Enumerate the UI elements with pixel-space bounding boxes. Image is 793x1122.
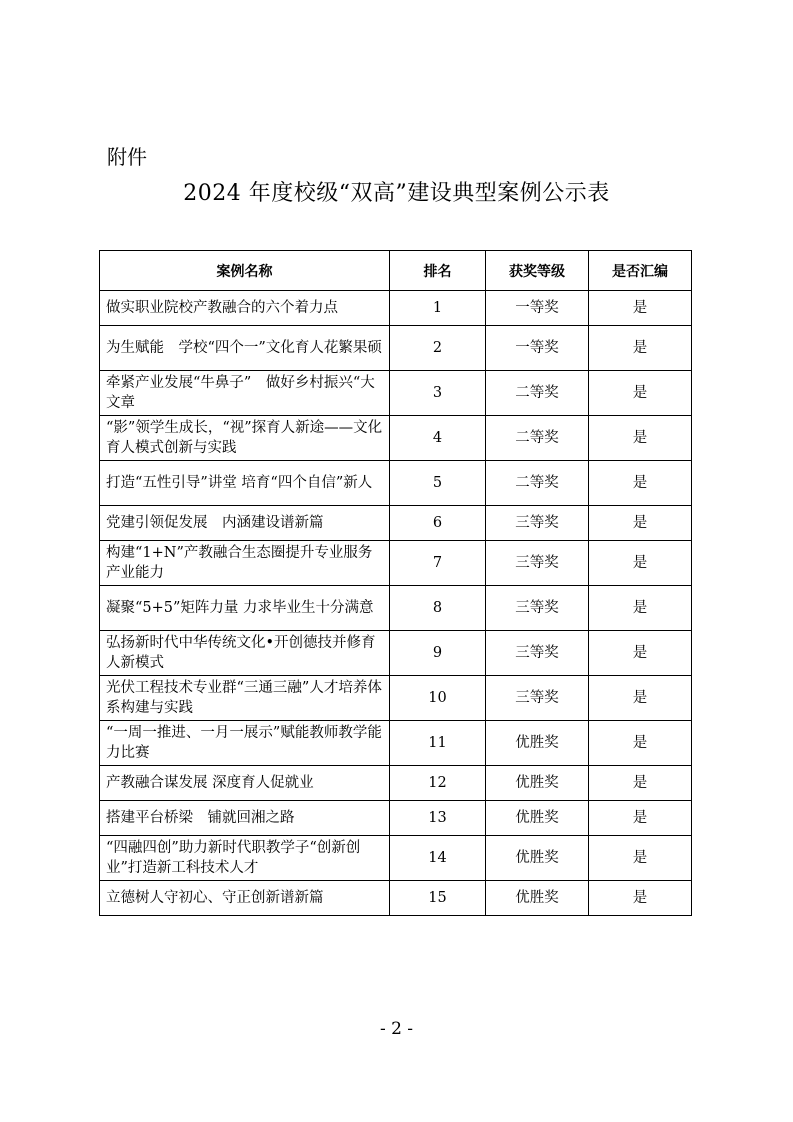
- compiled-cell: 是: [589, 586, 692, 631]
- case-name-cell: 凝聚“5+5”矩阵力量 力求毕业生十分满意: [100, 586, 390, 631]
- table-row: [100, 881, 692, 916]
- header-compiled: 是否汇编: [589, 251, 692, 291]
- rank-cell: 9: [390, 631, 486, 676]
- table-row: [100, 371, 692, 416]
- award-cell: 优胜奖: [486, 766, 589, 801]
- case-name-cell: 牵紧产业发展“牛鼻子” 做好乡村振兴“大文章: [100, 371, 390, 416]
- case-name-cell: 立德树人守初心、守正创新谱新篇: [100, 881, 390, 916]
- attachment-label: 附件: [107, 145, 147, 169]
- compiled-cell: 是: [589, 291, 692, 326]
- table-row: [100, 586, 692, 631]
- compiled-cell: 是: [589, 881, 692, 916]
- compiled-cell: 是: [589, 836, 692, 881]
- rank-cell: 11: [390, 721, 486, 766]
- rank-cell: 3: [390, 371, 486, 416]
- rank-cell: 4: [390, 416, 486, 461]
- award-cell: 优胜奖: [486, 881, 589, 916]
- table-row: [100, 416, 692, 461]
- table-row: [100, 326, 692, 371]
- compiled-cell: 是: [589, 416, 692, 461]
- award-cell: 三等奖: [486, 676, 589, 721]
- table-row: [100, 676, 692, 721]
- compiled-cell: 是: [589, 371, 692, 416]
- award-cell: 一等奖: [486, 326, 589, 371]
- table-row: [100, 766, 692, 801]
- award-cell: 一等奖: [486, 291, 589, 326]
- table-header-row: [100, 251, 692, 291]
- rank-cell: 15: [390, 881, 486, 916]
- award-cell: 二等奖: [486, 371, 589, 416]
- rank-cell: 6: [390, 506, 486, 541]
- case-name-cell: “影”领学生成长，“视”探育人新途——文化育人模式创新与实践: [100, 416, 390, 461]
- award-cell: 三等奖: [486, 541, 589, 586]
- case-name-cell: 为生赋能 学校“四个一”文化育人花繁果硕: [100, 326, 390, 371]
- case-name-cell: 产教融合谋发展 深度育人促就业: [100, 766, 390, 801]
- award-cell: 优胜奖: [486, 801, 589, 836]
- rank-cell: 7: [390, 541, 486, 586]
- case-name-cell: 搭建平台桥梁 铺就回湘之路: [100, 801, 390, 836]
- case-name-cell: 党建引领促发展 内涵建设谱新篇: [100, 506, 390, 541]
- table-row: [100, 801, 692, 836]
- case-name-cell: 打造“五性引导”讲堂 培育“四个自信”新人: [100, 461, 390, 506]
- compiled-cell: 是: [589, 766, 692, 801]
- cases-table: [99, 250, 692, 916]
- rank-cell: 12: [390, 766, 486, 801]
- case-name-cell: “四融四创”助力新时代职教学子“创新创业”打造新工科技术人才: [100, 836, 390, 881]
- header-rank: 排名: [390, 251, 486, 291]
- compiled-cell: 是: [589, 506, 692, 541]
- case-name-cell: 做实职业院校产教融合的六个着力点: [100, 291, 390, 326]
- header-award-level: 获奖等级: [486, 251, 589, 291]
- rank-cell: 8: [390, 586, 486, 631]
- case-name-cell: 构建“1+N”产教融合生态圈提升专业服务产业能力: [100, 541, 390, 586]
- table-row: [100, 506, 692, 541]
- table-row: [100, 541, 692, 586]
- case-name-cell: “一周一推进、一月一展示”赋能教师教学能力比赛: [100, 721, 390, 766]
- award-cell: 优胜奖: [486, 836, 589, 881]
- award-cell: 二等奖: [486, 461, 589, 506]
- table-row: [100, 721, 692, 766]
- table-row: [100, 291, 692, 326]
- document-title: 2024 年度校级“双高”建设典型案例公示表: [183, 181, 610, 206]
- award-cell: 优胜奖: [486, 721, 589, 766]
- award-cell: 二等奖: [486, 416, 589, 461]
- compiled-cell: 是: [589, 541, 692, 586]
- rank-cell: 14: [390, 836, 486, 881]
- award-cell: 三等奖: [486, 586, 589, 631]
- rank-cell: 10: [390, 676, 486, 721]
- compiled-cell: 是: [589, 721, 692, 766]
- compiled-cell: 是: [589, 676, 692, 721]
- compiled-cell: 是: [589, 326, 692, 371]
- case-name-cell: 弘扬新时代中华传统文化•开创德技并修育人新模式: [100, 631, 390, 676]
- page-number: - 2 -: [379, 1019, 414, 1039]
- compiled-cell: 是: [589, 631, 692, 676]
- compiled-cell: 是: [589, 461, 692, 506]
- rank-cell: 5: [390, 461, 486, 506]
- compiled-cell: 是: [589, 801, 692, 836]
- table-row: [100, 461, 692, 506]
- table-row: [100, 836, 692, 881]
- case-name-cell: 光伏工程技术专业群“三通三融”人才培养体系构建与实践: [100, 676, 390, 721]
- rank-cell: 2: [390, 326, 486, 371]
- header-case-name: 案例名称: [100, 251, 390, 291]
- table-row: [100, 631, 692, 676]
- rank-cell: 1: [390, 291, 486, 326]
- rank-cell: 13: [390, 801, 486, 836]
- award-cell: 三等奖: [486, 631, 589, 676]
- award-cell: 三等奖: [486, 506, 589, 541]
